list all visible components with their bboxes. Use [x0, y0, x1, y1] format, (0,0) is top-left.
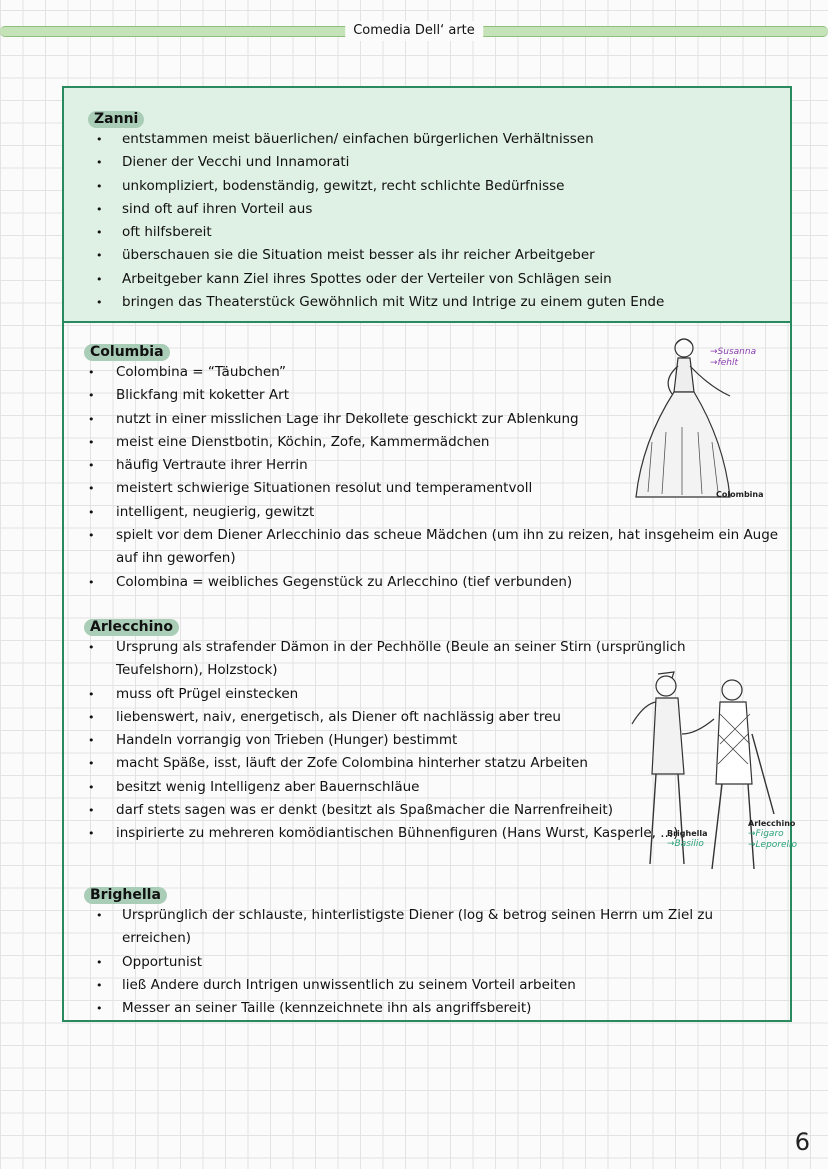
arlecchino-note-leporello: →Leporello: [748, 840, 798, 850]
list-item: • meist eine Dienstbotin, Köchin, Zofe, Kammermädchen: [64, 431, 790, 454]
colombina-note-fehlt: →fehlt: [710, 358, 738, 368]
arlecchino-caption: Arlecchino: [748, 819, 796, 828]
columbia-heading: Columbia: [84, 344, 170, 361]
page-title: Comedia Dell‘ arte: [345, 21, 483, 41]
list-item: • inspirierte zu mehreren komödiantischen Bühnenfiguren (Hans Wurst, Kasperle, ...): [64, 822, 790, 845]
list-item: • häufig Vertraute ihrer Herrin: [64, 454, 790, 477]
list-item: • Opportunist: [64, 951, 790, 974]
colombina-note-susanna: →Susanna: [710, 347, 757, 357]
list-item: • entstammen meist bäuerlichen/ einfachen bürgerlichen Verhältnissen: [64, 128, 790, 151]
list-item: • Diener der Vecchi und Innamorati: [64, 151, 790, 174]
list-item: • besitzt wenig Intelligenz aber Bauernschläue: [64, 776, 790, 799]
brighella-note-basilio: →Basilio: [667, 839, 704, 849]
arlecchino-brighella-illustration: [624, 664, 784, 894]
page-number: 6: [794, 1128, 810, 1156]
zanni-heading: Zanni: [88, 111, 144, 128]
content-box: [62, 86, 798, 1022]
list-item: • Ursprung als strafender Dämon in der Pechhölle (Beule an seiner Stirn (ursprünglich Teufelshorn), Holzstock): [64, 636, 790, 683]
brighella-heading: Brighella: [84, 887, 167, 904]
brighella-caption: Brighella: [667, 829, 708, 838]
list-item: • Blickfang mit koketter Art: [64, 384, 790, 407]
list-item: • Arbeitgeber kann Ziel ihres Spottes oder der Verteiler von Schlägen sein: [64, 268, 790, 291]
list-item: • nutzt in einer misslichen Lage ihr Dekollete geschickt zur Ablenkung: [64, 408, 790, 431]
list-item: • ließ Andere durch Intrigen unwissentlich zu seinem Vorteil arbeiten: [64, 974, 790, 997]
colombina-caption: Colombina: [716, 490, 764, 499]
list-item: • meistert schwierige Situationen resolut und temperamentvoll: [64, 477, 790, 500]
list-item: • oft hilfsbereit: [64, 221, 790, 244]
list-item: • Handeln vorrangig von Trieben (Hunger) bestimmt: [64, 729, 790, 752]
list-item: • intelligent, neugierig, gewitzt: [64, 501, 790, 524]
list-item: • Colombina = weibliches Gegenstück zu Arlecchino (tief verbunden): [64, 571, 790, 594]
list-item: • überschauen sie die Situation meist besser als ihr reicher Arbeitgeber: [64, 244, 790, 267]
arlecchino-note-figaro: →Figaro: [748, 829, 784, 839]
list-item: • spielt vor dem Diener Arlecchinio das scheue Mädchen (um ihn zu reizen, hat insgeheim ein Auge auf ihn geworfen): [64, 524, 790, 571]
brighella-list: [64, 904, 790, 1020]
list-item: • Colombina = “Täubchen”: [64, 361, 790, 384]
list-item: • liebenswert, naiv, energetisch, als Diener oft nachlässig aber treu: [64, 706, 790, 729]
header-banner: [0, 21, 828, 41]
zanni-list: [64, 128, 790, 314]
list-item: • Ursprünglich der schlauste, hinterlistigste Diener (log & betrog seinen Herrn um Ziel zu erreichen): [64, 904, 790, 951]
list-item: • muss oft Prügel einstecken: [64, 683, 790, 706]
list-item: • unkompliziert, bodenständig, gewitzt, recht schlichte Bedürfnisse: [64, 175, 790, 198]
list-item: • macht Späße, isst, läuft der Zofe Colombina hinterher statzu Arbeiten: [64, 752, 790, 775]
arlecchino-heading: Arlecchino: [84, 619, 179, 636]
brighella-section: [64, 884, 790, 1020]
list-item: • Messer an seiner Taille (kennzeichnete ihn als angriffsbereit): [64, 997, 790, 1020]
colombina-illustration: [632, 332, 782, 507]
list-item: • darf stets sagen was er denkt (besitzt als Spaßmacher die Narrenfreiheit): [64, 799, 790, 822]
list-item: • bringen das Theaterstück Gewöhnlich mit Witz und Intrige zu einem guten Ende: [64, 291, 790, 314]
list-item: • sind oft auf ihren Vorteil aus: [64, 198, 790, 221]
zanni-section: [64, 108, 790, 314]
